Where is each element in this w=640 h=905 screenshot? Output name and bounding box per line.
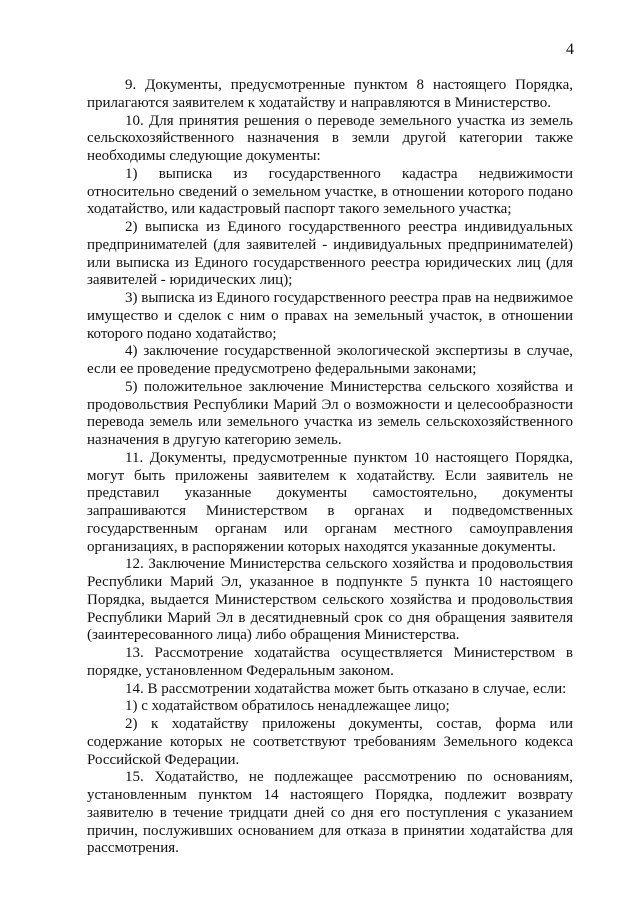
paragraph-10-item-5: 5) положительное заключение Министерства сельского хозяйства и продовольствия Республики Марий Эл о возможности и целесообразности перевода земель или земельного участка из земель сельскохозяйственного назначения в другую категорию земель. [87,378,573,448]
page-number: 4 [566,41,574,58]
paragraph-15: 15. Ходатайство, не подлежащее рассмотрению по основаниям, установленным пунктом 14 настоящего Порядка, подлежит возврату заявителю в течение тридцати дней со дня его поступления с указанием причин, послуживших основанием для отказа в принятии ходатайства для рассмотрения. [87,769,573,857]
paragraph-14-item-1: 1) с ходатайством обратилось ненадлежащее лицо; [125,698,450,715]
paragraph-14: 14. В рассмотрении ходатайства может быть отказано в случае, если: [125,680,567,697]
paragraph-14-item-2: 2) к ходатайству приложены документы, состав, форма или содержание которых не соответствуют требованиям Земельного кодекса Российской Федерации. [87,716,573,768]
paragraph-10: 10. Для принятия решения о переводе земельного участка из земель сельскохозяйственного назначения в земли другой категории также необходимы следующие документы: [87,112,573,164]
paragraph-9: 9. Документы, предусмотренные пунктом 8 настоящего Порядка, прилагаются заявителем к ходатайству и направляются в Министерство. [87,77,573,111]
paragraph-10-item-3: 3) выписка из Единого государственного реестра прав на недвижимое имущество и сделок с ним о правах на земельный участок, в отношении которого подано ходатайство; [87,290,573,342]
document-body [87,77,573,858]
paragraph-12: 12. Заключение Министерства сельского хозяйства и продовольствия Республики Марий Эл, указанное в подпункте 5 пункта 10 настоящего Порядка, выдается Министерством сельского хозяйства и продовольствия Республики Марий Эл в десятидневный срок со дня обращения заявителя (заинтересованного лица) либо обращения Министерства. [87,556,573,644]
paragraph-11: 11. Документы, предусмотренные пунктом 10 настоящего Порядка, могут быть приложены заявителем к ходатайству. Если заявитель не представил указанные документы самостоятельно, документы запрашиваются Министерством в органах и подведомственных государственным органам или органам местного самоуправления организациях, в распоряжении которых находятся указанные документы. [87,449,573,555]
paragraph-13: 13. Рассмотрение ходатайства осуществляется Министерством в порядке, установленном Федеральным законом. [87,645,573,679]
paragraph-10-item-4: 4) заключение государственной экологической экспертизы в случае, если ее проведение предусмотрено федеральными законами; [87,343,573,377]
paragraph-10-item-1: 1) выписка из государственного кадастра недвижимости относительно сведений о земельном участке, в отношении которого подано ходатайство, или кадастровый паспорт такого земельного участка; [87,165,573,218]
paragraph-10-item-2: 2) выписка из Единого государственного реестра индивидуальных предпринимателей (для заявителей - индивидуальных предпринимателей) или выписка из Единого государственного реестра юридических лиц (для заявителей - юридических лиц); [87,219,573,289]
